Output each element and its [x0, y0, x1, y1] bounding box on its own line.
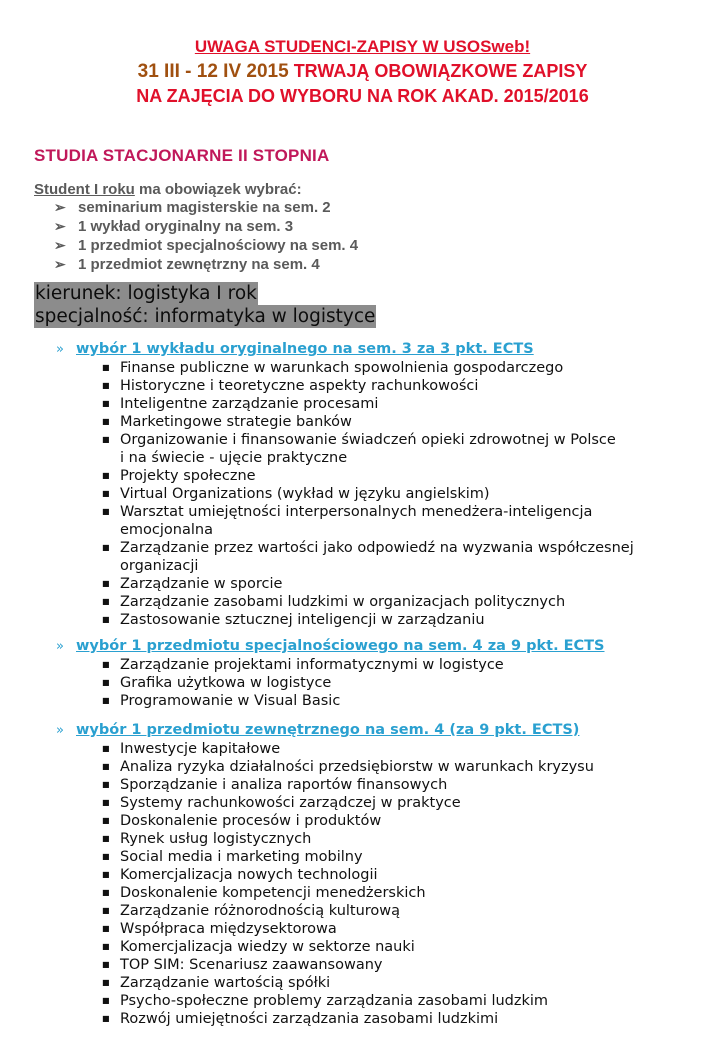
- square-bullet-icon: ■: [102, 852, 110, 861]
- course-item: [102, 866, 594, 884]
- header-line-2: [0, 59, 725, 84]
- arrow-bullet-icon: ➢: [54, 218, 66, 234]
- course-name: Warsztat umiejętności interpersonalnych menedżera-inteligencja emocjonalna: [120, 504, 593, 538]
- course-item: [102, 539, 634, 575]
- enrollment-dates: 31 III - 12 IV 2015: [137, 61, 289, 82]
- square-bullet-icon: ■: [102, 417, 110, 426]
- square-bullet-icon: ■: [102, 435, 110, 444]
- square-bullet-icon: ■: [102, 798, 110, 807]
- square-bullet-icon: ■: [102, 399, 110, 408]
- announcement-header: [0, 35, 725, 108]
- document-page: [0, 35, 725, 1059]
- choice-title: wybór 1 przedmiotu specjalnościowego na sem. 4 za 9 pkt. ECTS: [76, 638, 605, 654]
- square-bullet-icon: ■: [102, 678, 110, 687]
- square-bullet-icon: ■: [102, 780, 110, 789]
- course-name: Zarządzanie różnorodnością kulturową: [120, 903, 401, 919]
- course-name: Historyczne i teoretyczne aspekty rachunkowości: [120, 378, 479, 394]
- course-name: Zarządzanie zasobami ludzkimi w organizacjach politycznych: [120, 594, 566, 610]
- course-name: Analiza ryzyka działalności przedsiębiorstw w warunkach kryzysu: [120, 759, 594, 775]
- choice-heading: [56, 720, 594, 740]
- course-name: Rozwój umiejętności zarządzania zasobami ludzkimi: [120, 1011, 499, 1027]
- course-name: Psycho-społeczne problemy zarządzania zasobami ludzkim: [120, 993, 549, 1009]
- course-item: [102, 758, 594, 776]
- course-list: [102, 656, 605, 710]
- requirements-list: [54, 198, 358, 274]
- square-bullet-icon: ■: [102, 363, 110, 372]
- square-bullet-icon: ■: [102, 942, 110, 951]
- course-item: [102, 920, 594, 938]
- course-name: Doskonalenie kompetencji menedżerskich: [120, 885, 426, 901]
- header-line-2-rest: TRWAJĄ OBOWIĄZKOWE ZAPISY: [288, 61, 588, 81]
- course-list: [102, 740, 594, 1028]
- course-item: [102, 902, 594, 920]
- square-bullet-icon: ■: [102, 615, 110, 624]
- course-item: [102, 848, 594, 866]
- course-name: Marketingowe strategie banków: [120, 414, 352, 430]
- course-name: Zarządzanie wartością spółki: [120, 975, 331, 991]
- course-item: [102, 974, 594, 992]
- course-name: Finanse publiczne w warunkach spowolnienia gospodarczego: [120, 360, 564, 376]
- arrow-bullet-icon: ➢: [54, 256, 66, 272]
- course-list: [102, 359, 634, 629]
- double-chevron-icon: »: [56, 722, 64, 738]
- course-item: [102, 674, 605, 692]
- header-line-3: NA ZAJĘCIA DO WYBORU NA ROK AKAD. 2015/2016: [136, 86, 589, 106]
- student-obligation: [34, 181, 302, 198]
- course-name: Grafika użytkowa w logistyce: [120, 675, 332, 691]
- course-item: [102, 884, 594, 902]
- square-bullet-icon: ■: [102, 507, 110, 516]
- double-chevron-icon: »: [56, 638, 64, 654]
- course-item: [102, 359, 634, 377]
- square-bullet-icon: ■: [102, 381, 110, 390]
- square-bullet-icon: ■: [102, 906, 110, 915]
- course-item: [102, 377, 634, 395]
- course-item: [102, 611, 634, 629]
- course-name: Systemy rachunkowości zarządczej w praktyce: [120, 795, 461, 811]
- course-item: [102, 503, 634, 539]
- course-name: Projekty społeczne: [120, 468, 256, 484]
- course-item: [102, 431, 634, 467]
- program-heading: [34, 282, 376, 328]
- course-name: Komercjalizacja wiedzy w sektorze nauki: [120, 939, 415, 955]
- course-name: Virtual Organizations (wykład w języku angielskim): [120, 486, 490, 502]
- square-bullet-icon: ■: [102, 660, 110, 669]
- course-item: [102, 740, 594, 758]
- course-name: Programowanie w Visual Basic: [120, 693, 341, 709]
- square-bullet-icon: ■: [102, 744, 110, 753]
- course-name: Zastosowanie sztucznej inteligencji w zarządzaniu: [120, 612, 485, 628]
- specjalnosc-line: specjalność: informatyka w logistyce: [35, 306, 376, 327]
- choice-block-external: [56, 720, 594, 1028]
- square-bullet-icon: ■: [102, 888, 110, 897]
- course-name: Zarządzanie przez wartości jako odpowiedź na wyzwania współczesnej organizacji: [120, 540, 634, 574]
- header-line-1: UWAGA STUDENCI-ZAPISY W USOSweb!: [194, 37, 531, 56]
- choice-heading: [56, 339, 634, 359]
- course-item: [102, 467, 634, 485]
- requirement-item: ➢ seminarium magisterskie na sem. 2: [54, 199, 331, 216]
- course-name: Sporządzanie i analiza raportów finansowych: [120, 777, 448, 793]
- double-chevron-icon: »: [56, 341, 64, 357]
- square-bullet-icon: ■: [102, 834, 110, 843]
- arrow-bullet-icon: ➢: [54, 237, 66, 253]
- course-name: Komercjalizacja nowych technologii: [120, 867, 378, 883]
- course-item: [102, 575, 634, 593]
- section-title: STUDIA STACJONARNE II STOPNIA: [34, 146, 330, 165]
- requirement-item: ➢ 1 przedmiot zewnętrzny na sem. 4: [54, 256, 320, 273]
- square-bullet-icon: ■: [102, 1014, 110, 1023]
- course-item: [102, 593, 634, 611]
- arrow-bullet-icon: ➢: [54, 199, 66, 215]
- square-bullet-icon: ■: [102, 579, 110, 588]
- square-bullet-icon: ■: [102, 471, 110, 480]
- course-item: [102, 830, 594, 848]
- course-name: Inwestycje kapitałowe: [120, 741, 281, 757]
- course-name: Rynek usług logistycznych: [120, 831, 312, 847]
- square-bullet-icon: ■: [102, 960, 110, 969]
- course-item: [102, 938, 594, 956]
- course-item: [102, 1010, 594, 1028]
- course-name: Doskonalenie procesów i produktów: [120, 813, 382, 829]
- course-name: Organizowanie i finansowanie świadczeń opieki zdrowotnej w Polsce i na świecie - ujęcie praktyczne: [120, 432, 616, 466]
- course-item: [102, 956, 594, 974]
- choice-block-specialization: [56, 636, 605, 710]
- square-bullet-icon: ■: [102, 543, 110, 552]
- square-bullet-icon: ■: [102, 870, 110, 879]
- course-item: [102, 794, 594, 812]
- square-bullet-icon: ■: [102, 978, 110, 987]
- course-name: Inteligentne zarządzanie procesami: [120, 396, 379, 412]
- course-item: [102, 413, 634, 431]
- square-bullet-icon: ■: [102, 762, 110, 771]
- square-bullet-icon: ■: [102, 924, 110, 933]
- course-name: Współpraca międzysektorowa: [120, 921, 337, 937]
- student-label: Student I roku: [34, 181, 135, 198]
- course-item: [102, 992, 594, 1010]
- course-item: [102, 485, 634, 503]
- square-bullet-icon: ■: [102, 696, 110, 705]
- course-name: Zarządzanie w sporcie: [120, 576, 283, 592]
- square-bullet-icon: ■: [102, 597, 110, 606]
- student-text: ma obowiązek wybrać:: [134, 181, 302, 198]
- course-item: [102, 692, 605, 710]
- course-name: TOP SIM: Scenariusz zaawansowany: [120, 957, 383, 973]
- requirement-item: ➢ 1 wykład oryginalny na sem. 3: [54, 218, 294, 235]
- course-item: [102, 776, 594, 794]
- course-name: Zarządzanie projektami informatycznymi w logistyce: [120, 657, 504, 673]
- square-bullet-icon: ■: [102, 816, 110, 825]
- choice-title: wybór 1 wykładu oryginalnego na sem. 3 za 3 pkt. ECTS: [76, 341, 534, 357]
- choice-title: wybór 1 przedmiotu zewnętrznego na sem. 4 (za 9 pkt. ECTS): [76, 722, 580, 738]
- course-item: [102, 395, 634, 413]
- choice-block-original-lecture: [56, 339, 634, 629]
- square-bullet-icon: ■: [102, 996, 110, 1005]
- requirement-item: ➢ 1 przedmiot specjalnościowy na sem. 4: [54, 237, 359, 254]
- course-item: [102, 656, 605, 674]
- kierunek-line: kierunek: logistyka I rok: [35, 283, 257, 304]
- course-item: [102, 812, 594, 830]
- course-name: Social media i marketing mobilny: [120, 849, 363, 865]
- choice-heading: [56, 636, 605, 656]
- square-bullet-icon: ■: [102, 489, 110, 498]
